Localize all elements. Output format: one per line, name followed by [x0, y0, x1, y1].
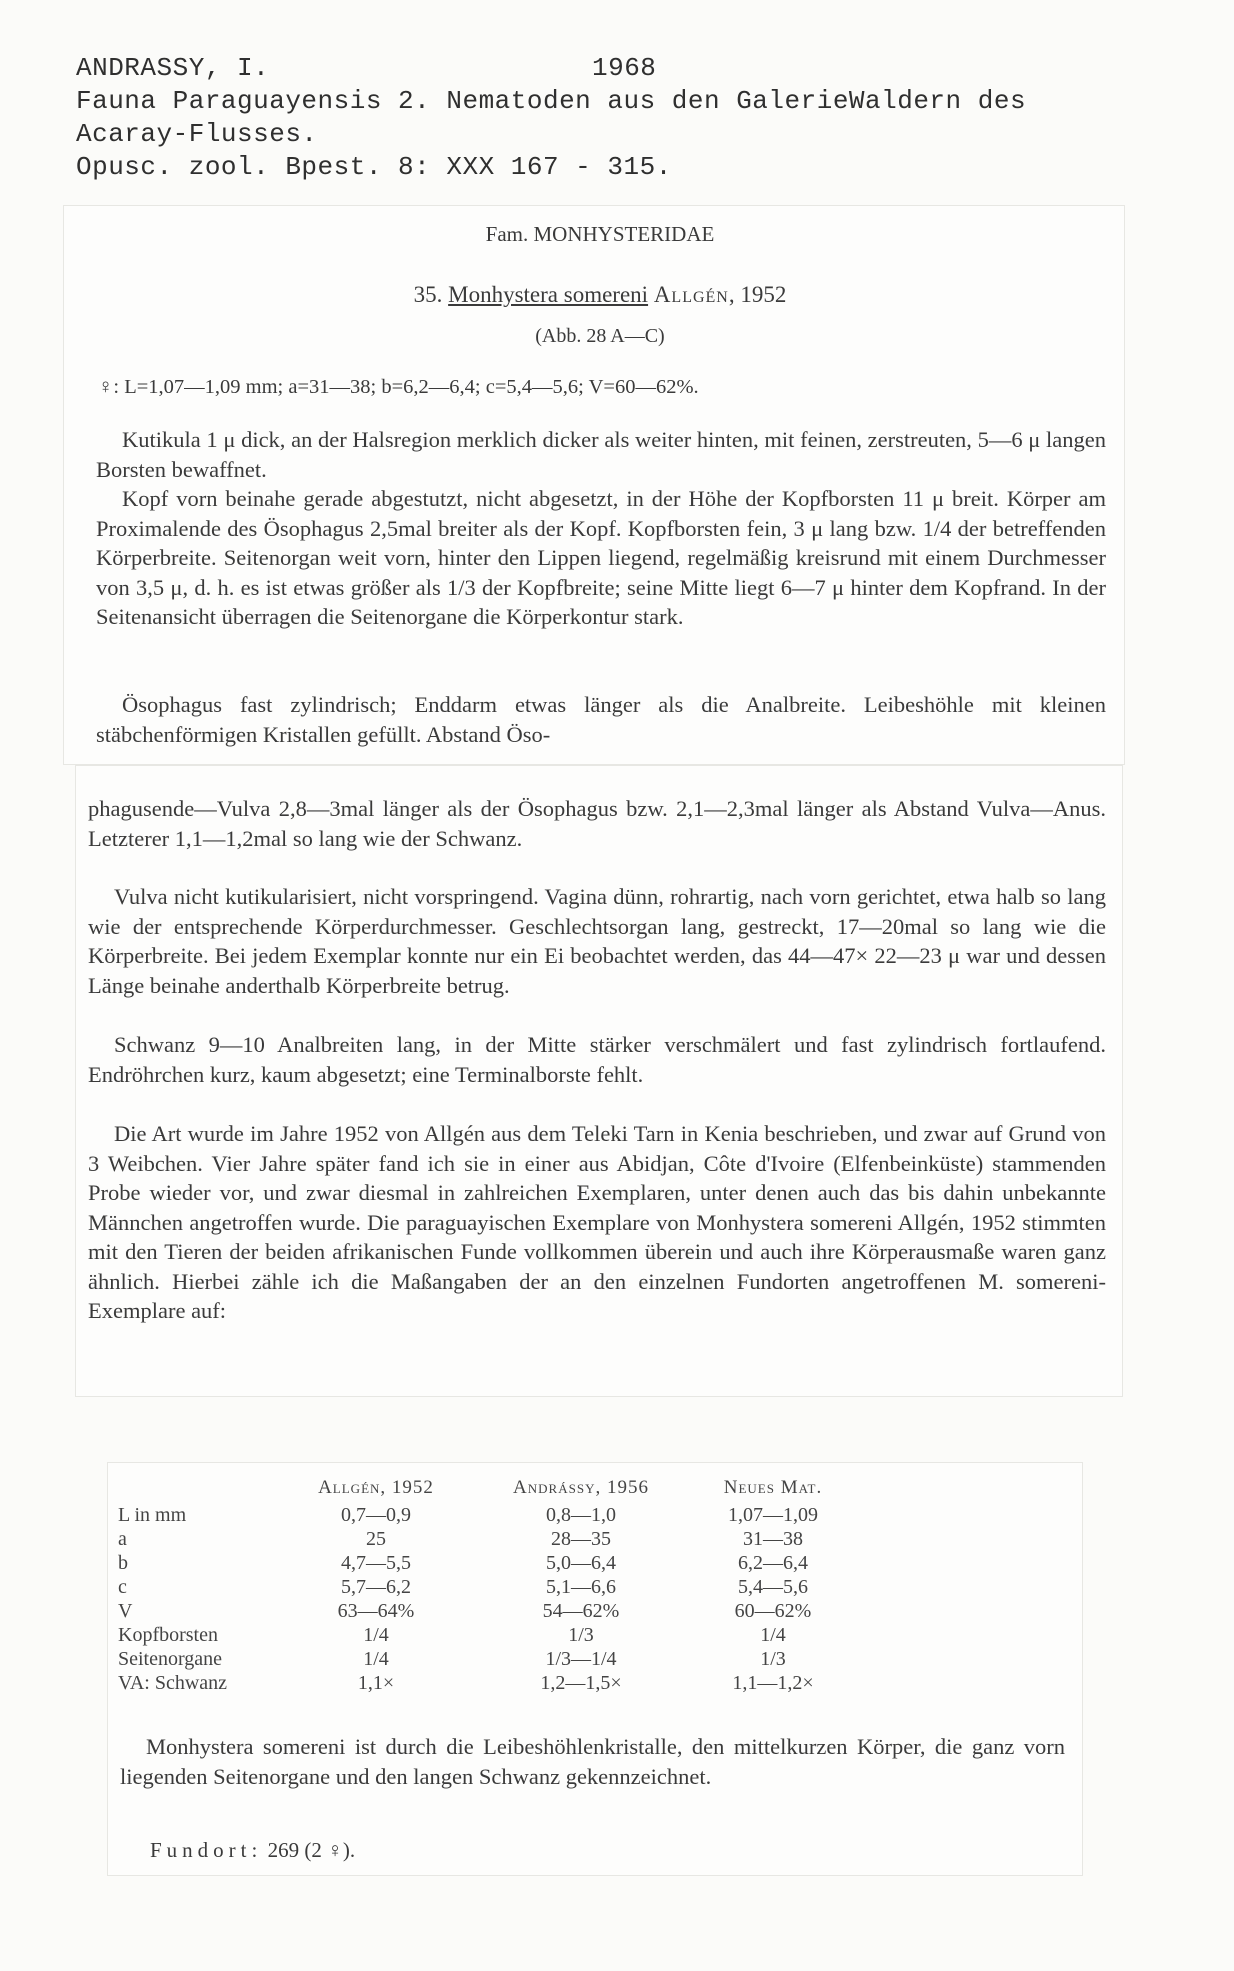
- paragraph-kopf: Kopf vorn beinahe gerade abgestutzt, nicht abgesetzt, in der Höhe der Kopfborsten 11 μ breit. Körper am Proximalende des Ösophagus 2,5mal breiter als der Kopf. Kopfborsten fein, 3 μ lang bzw. 1/4 der betreffenden Körperbreite. Seitenorgan weit vorn, hinter den Lippen liegend, regelmäßig kreisrund mit einem Durchmesser von 3,5 μ, d. h. es ist etwas größer als 1/3 der Kopfbreite; seine Mitte liegt 6—7 μ hinter dem Kopfrand. In der Seitenansicht überragen die Seitenorgane die Körperkontur stark.: [96, 486, 1106, 629]
- table-cell: 0,7—0,9: [341, 1504, 411, 1526]
- paragraph-oesophagus: Ösophagus fast zylindrisch; Enddarm etwas länger als die Analbreite. Leibeshöhle mit kleinen stäbchenförmigen Kristallen gefüllt. Abstand Öso-: [96, 692, 1106, 747]
- citation-header: [76, 52, 1026, 184]
- table-cell: 28—35: [551, 1528, 611, 1550]
- table-row: [118, 1527, 854, 1551]
- table-cell: 63—64%: [337, 1600, 415, 1622]
- table-row: [118, 1647, 854, 1671]
- table-row-label: VA: Schwanz: [118, 1672, 228, 1694]
- table-header-cell: Andrássy, 1956: [513, 1477, 649, 1498]
- table-cell: 5,1—6,6: [546, 1576, 616, 1598]
- table-row: [118, 1575, 854, 1599]
- table-row: [118, 1503, 854, 1527]
- table-cell: 1/3: [760, 1648, 786, 1670]
- table-row-label: Kopfborsten: [118, 1624, 218, 1646]
- paragraph-kutikula: Kutikula 1 μ dick, an der Halsregion merklich dicker als weiter hinten, mit feinen, zerstreuten, 5—6 μ langen Borsten bewaffnet.: [96, 427, 1106, 482]
- table-cell: 1/4: [363, 1648, 389, 1670]
- table-cell: 0,8—1,0: [546, 1504, 616, 1526]
- paragraph-art: Die Art wurde im Jahre 1952 von Allgén aus dem Teleki Tarn in Kenia beschrieben, und zwar auf Grund von 3 Weibchen. Vier Jahre später fand ich sie in einer aus Abidjan, Côte d'Ivoire (Elfenbeinküste) stammenden Probe wieder vor, und zwar diesmal in zahlreichen Exemplaren, unter denen auch das bis dahin unbekannte Männchen angetroffen wurde. Die paraguayischen Exemplare von Monhystera somereni Allgén, 1952 stimmten mit den Tieren der beiden afrikanischen Funde vollkommen überein und auch ihre Körperausmaße waren ganz ähnlich. Hierbei zähle ich die Maßangaben der an den einzelnen Fundorten angetroffenen M. somereni-Exemplare auf:: [88, 1121, 1106, 1323]
- species-authority: Allgén: [653, 282, 729, 307]
- citation-year: 1968: [592, 53, 657, 83]
- species-name: Monhystera somereni: [448, 282, 649, 307]
- table-cell: 1,1×: [357, 1672, 395, 1694]
- table-cell: 5,4—5,6: [738, 1576, 808, 1598]
- table-row-label: a: [118, 1528, 127, 1550]
- table-header-row: [118, 1473, 854, 1503]
- paragraph-vulva: Vulva nicht kutikularisiert, nicht vorspringend. Vagina dünn, rohrartig, nach vorn gerichtet, etwa halb so lang wie der entsprechende Körperdurchmesser. Geschlechtsorgan lang, gestreckt, 17—20mal so lang wie die Körperbreite. Bei jedem Exemplar konnte nur ein Ei beobachtet werden, das 44—47× 22—23 μ war und dessen Länge beinahe anderthalb Körperbreite betrug.: [88, 884, 1106, 998]
- paragraph-schwanz: Schwanz 9—10 Analbreiten lang, in der Mitte stärker verschmälert und fast zylindrisch fortlaufend. Endröhrchen kurz, kaum abgesetzt; eine Terminalborste fehlt.: [88, 1032, 1106, 1087]
- citation-title-line-2: Acaray-Flusses.: [76, 119, 318, 149]
- figure-reference: (Abb. 28 A—C): [535, 325, 665, 347]
- table-row-label: Seitenorgane: [118, 1648, 223, 1670]
- citation-title-line: Fauna Paraguayensis 2. Nematoden aus den GalerieWaldern des: [76, 86, 1027, 116]
- measurements-line: ♀: L=1,07—1,09 mm; a=31—38; b=6,2—6,4; c=5,4—5,6; V=60—62%.: [98, 376, 699, 398]
- table-row-label: b: [118, 1552, 128, 1574]
- table-header-cell: Neues Mat.: [723, 1477, 823, 1498]
- table-cell: 4,7—5,5: [341, 1552, 411, 1574]
- table-row-label: c: [118, 1576, 127, 1598]
- citation-author: ANDRASSY, I.: [76, 53, 270, 83]
- species-number: 35.: [413, 282, 443, 307]
- fundort-value: 269 (2 ♀).: [267, 1838, 356, 1862]
- table-header-cell: Allgén, 1952: [318, 1477, 434, 1498]
- table-row: [118, 1671, 854, 1695]
- table-cell: 1/4: [760, 1624, 786, 1646]
- table-cell: 60—62%: [734, 1600, 812, 1622]
- table-cell: 1/4: [363, 1624, 389, 1646]
- table-cell: 25: [366, 1528, 386, 1550]
- table-cell: 1,07—1,09: [728, 1504, 818, 1526]
- table-row-label: V: [118, 1600, 133, 1622]
- table-cell: 6,2—6,4: [738, 1552, 808, 1574]
- fundort-line: [150, 1836, 750, 1866]
- measurements-table: [118, 1473, 854, 1695]
- table-row: [118, 1599, 854, 1623]
- species-authority-year: , 1952: [728, 282, 787, 307]
- table-cell: 1/3—1/4: [545, 1648, 617, 1670]
- table-cell: 1,2—1,5×: [540, 1672, 622, 1694]
- table-row: [118, 1551, 854, 1575]
- table-cell: 5,0—6,4: [546, 1552, 616, 1574]
- table-header-cell: [118, 1473, 282, 1503]
- paragraph-vulva-distance: phagusende—Vulva 2,8—3mal länger als der Ösophagus bzw. 2,1—2,3mal länger als Abstand Vulva—Anus. Letzterer 1,1—1,2mal so lang wie der Schwanz.: [88, 796, 1106, 851]
- fundort-label: Fundort:: [150, 1838, 263, 1862]
- species-heading: [300, 282, 900, 308]
- table-cell: 54—62%: [542, 1600, 620, 1622]
- paragraph-diagnosis: Monhystera somereni ist durch die Leibeshöhlenkristalle, den mittelkurzen Körper, die ganz vorn liegenden Seitenorgane und den langen Schwanz gekennzeichnet.: [120, 1734, 1065, 1789]
- table-row-label: L in mm: [118, 1504, 187, 1526]
- family-heading: Fam. MONHYSTERIDAE: [485, 222, 715, 246]
- table-cell: 5,7—6,2: [341, 1576, 411, 1598]
- table-cell: 1,1—1,2×: [732, 1672, 814, 1694]
- table-row: [118, 1623, 854, 1647]
- citation-source: Opusc. zool. Bpest. 8: XXX 167 - 315.: [76, 152, 672, 182]
- table-cell: 1/3: [568, 1624, 594, 1646]
- table-cell: 31—38: [743, 1528, 803, 1550]
